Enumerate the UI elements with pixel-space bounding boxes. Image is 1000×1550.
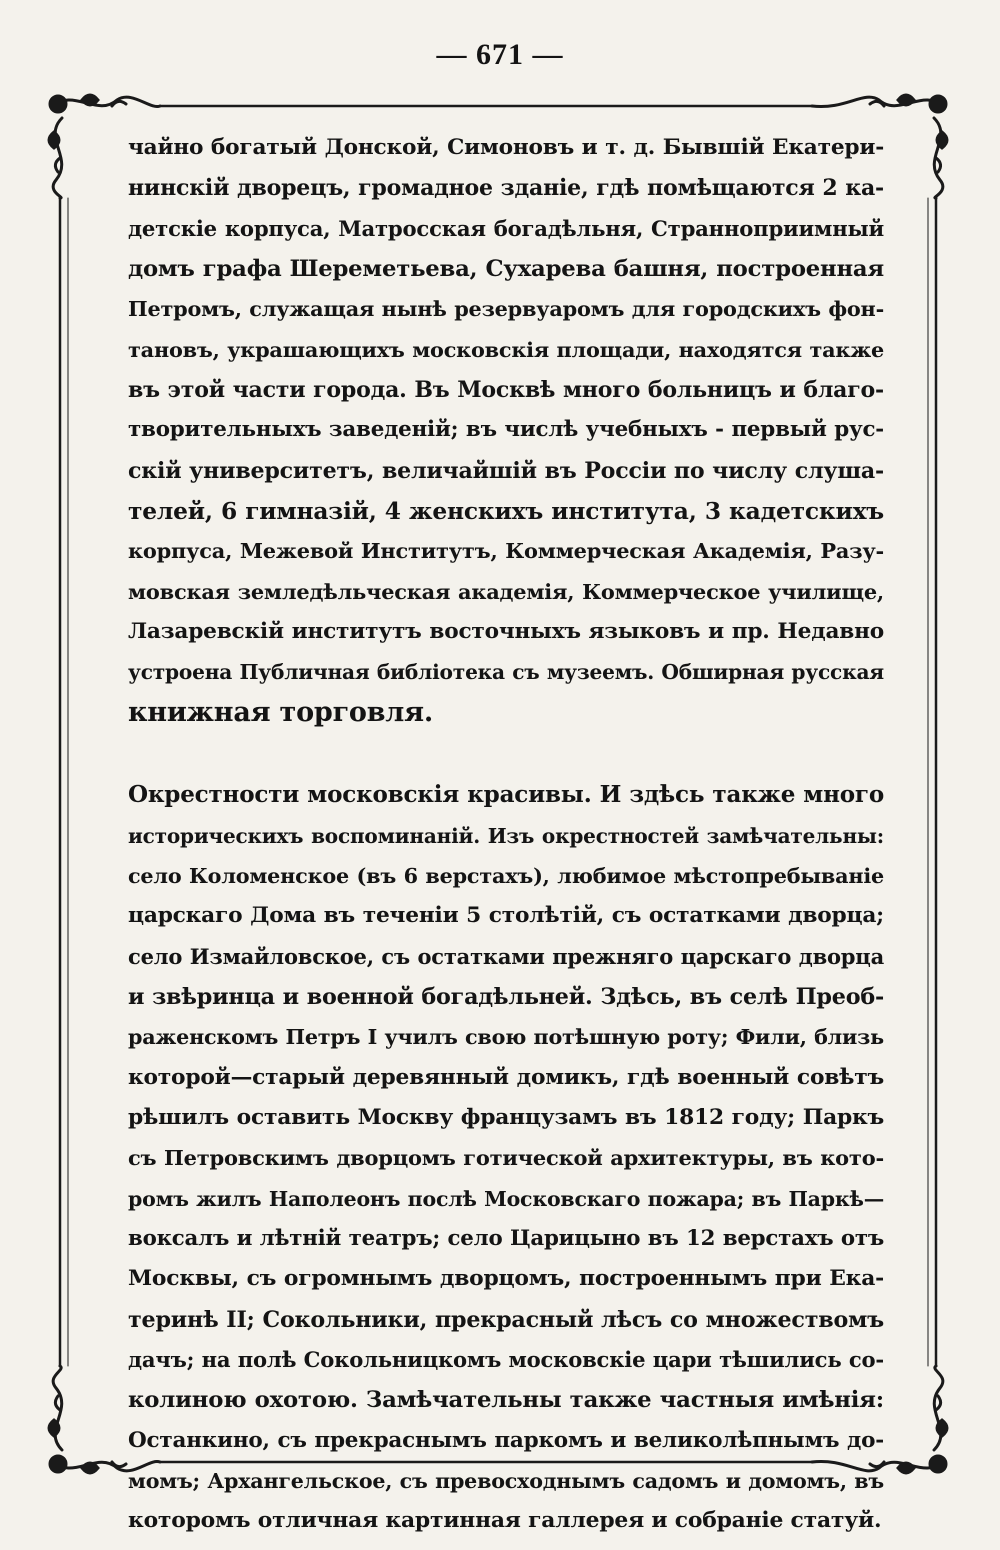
text-line: село Измайловское, съ остатками прежняго царскаго дворца (128, 943, 884, 969)
text-line: телей, 6 гимназій, 4 женскихъ института, 3 кадетскихъ (128, 497, 884, 526)
text-line: село Коломенское (въ 6 верстахъ), любимое мѣстопребываніе (128, 863, 884, 888)
text-line: царскаго Дома въ теченіи 5 столѣтій, съ остатками дворца; (128, 903, 884, 929)
text-line: съ Петровскимъ дворцомъ готической архитектуры, въ кото- (128, 1145, 884, 1171)
text-line: чайно богатый Донской, Симоновъ и т. д. Бывшій Екатери- (128, 135, 884, 160)
body-text (128, 128, 884, 1542)
text-line: и звѣринца и военной богадѣльней. Здѣсь, въ селѣ Преоб- (128, 983, 884, 1010)
text-line: Петромъ, служащая нынѣ резервуаромъ для городскихъ фон- (128, 296, 884, 322)
text-line: историческихъ воспоминаній. Изъ окрестностей замѣчательны: (128, 823, 884, 848)
text-line: Москвы, съ огромнымъ дворцомъ, построеннымъ при Ека- (128, 1266, 884, 1292)
text-line: которомъ отличная картинная галлерея и собраніе статуй. (128, 1508, 882, 1534)
text-line: скій университетъ, величайшій въ Россіи по числу слуша- (128, 457, 884, 484)
text-line: теринѣ II; Сокольники, прекрасный лѣсъ со множествомъ (128, 1306, 884, 1333)
text-line: устроена Публичная библіотека съ музеемъ. Обширная русская (128, 660, 884, 685)
text-line: въ этой части города. Въ Москвѣ много больницъ и благо- (128, 377, 884, 404)
text-line: дачъ; на полѣ Сокольницкомъ московскіе цари тѣшились со- (128, 1346, 884, 1372)
text-line: корпуса, Межевой Институтъ, Коммерческая Академія, Разу- (128, 538, 884, 564)
text-line: Лазаревскій институтъ восточныхъ языковъ и пр. Недавно (128, 619, 884, 645)
text-line: Окрестности московскія красивы. И здѣсь также много (128, 781, 884, 809)
text-line: тановъ, украшающихъ московскія площади, находятся также (128, 336, 884, 362)
text-line: Останкино, съ прекраснымъ паркомъ и великолѣпнымъ до- (128, 1427, 884, 1453)
text-line: нинскій дворецъ, громадное зданіе, гдѣ помѣщаются 2 ка- (128, 175, 884, 202)
text-line: раженскомъ Петръ I училъ свою потѣшную роту; Фили, близь (128, 1025, 884, 1050)
paragraph-gap (128, 733, 884, 775)
text-line: детскіе корпуса, Матросская богадѣльня, Странноприимный (128, 215, 884, 241)
text-line: ромъ жилъ Наполеонъ послѣ Московскаго пожара; въ Паркѣ— (128, 1186, 884, 1211)
page-number: — 671 — (436, 38, 564, 71)
text-line: творительныхъ заведеній; въ числѣ учебныхъ - первый рус- (128, 417, 884, 443)
text-line: рѣшилъ оставить Москву французамъ въ 1812 году; Паркъ (128, 1104, 884, 1130)
paragraph-2 (128, 775, 884, 1542)
text-line: книжная торговля. (128, 696, 434, 728)
paragraph-1 (128, 128, 884, 733)
text-line: колиною охотою. Замѣчательны также частныя имѣнія: (128, 1387, 884, 1414)
text-line: момъ; Архангельское, съ превосходнымъ садомъ и домомъ, въ (128, 1469, 884, 1493)
text-line: которой—старый деревянный домикъ, гдѣ военный совѣтъ (128, 1064, 884, 1090)
text-line: домъ графа Шереметьева, Сухарева башня, построенная (128, 256, 884, 283)
text-line: мовская земледѣльческая академія, Коммерческое училище, (128, 578, 884, 604)
text-line: воксалъ и лѣтній театръ; село Царицыно въ 12 верстахъ отъ (128, 1225, 884, 1251)
